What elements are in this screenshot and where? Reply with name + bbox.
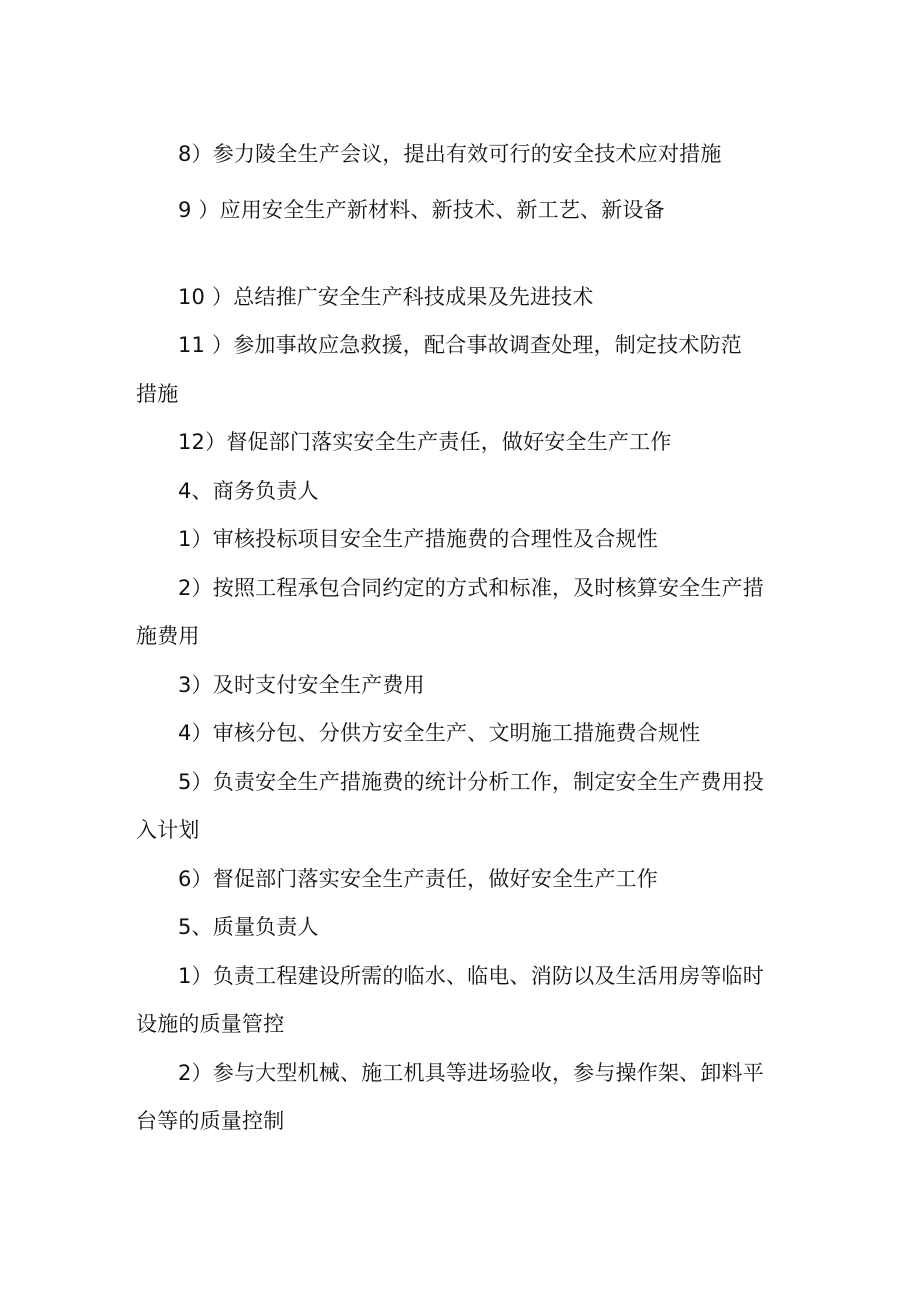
text-line-item-9: 9 ）应用安全生产新材料、新技术、新工艺、新设备 [178, 198, 665, 222]
text-line-commerce-3: 3）及时支付安全生产费用 [178, 673, 425, 697]
text-line-commerce-2: 2）按照工程承包合同约定的方式和标准，及时核算安全生产措 [178, 576, 764, 600]
text-line-item-10: 10 ）总结推广安全生产科技成果及先进技术 [178, 285, 594, 309]
text-line-quality-2-cont: 台等的质量控制 [136, 1109, 285, 1133]
text-line-commerce-1: 1）审核投标项目安全生产措施费的合理性及合规性 [178, 527, 658, 551]
section-heading-quality: 5、质量负责人 [178, 915, 319, 939]
text-line-commerce-5: 5）负责安全生产措施费的统计分析工作，制定安全生产费用投 [178, 770, 764, 794]
text-line-item-11: 11 ）参加事故应急救援，配合事故调查处理，制定技术防范 [178, 333, 742, 357]
text-line-commerce-5-cont: 入计划 [136, 818, 200, 842]
text-line-item-11-cont: 措施 [136, 382, 179, 406]
text-line-item-8: 8）参力陵全生产会议，提出有效可行的安全技术应对措施 [178, 142, 722, 166]
text-line-item-12: 12）督促部门落实安全生产责任，做好安全生产工作 [178, 430, 672, 454]
text-line-commerce-2-cont: 施费用 [136, 624, 200, 648]
section-heading-commerce: 4、商务负责人 [178, 479, 319, 503]
text-line-quality-1: 1）负责工程建设所需的临水、临电、消防以及生活用房等临时 [178, 964, 764, 988]
text-line-quality-2: 2）参与大型机械、施工机具等进场验收，参与操作架、卸料平 [178, 1061, 764, 1085]
text-line-commerce-6: 6）督促部门落实安全生产责任，做好安全生产工作 [178, 867, 658, 891]
text-line-commerce-4: 4）审核分包、分供方安全生产、文明施工措施费合规性 [178, 721, 701, 745]
text-line-quality-1-cont: 设施的质量管控 [136, 1012, 285, 1036]
